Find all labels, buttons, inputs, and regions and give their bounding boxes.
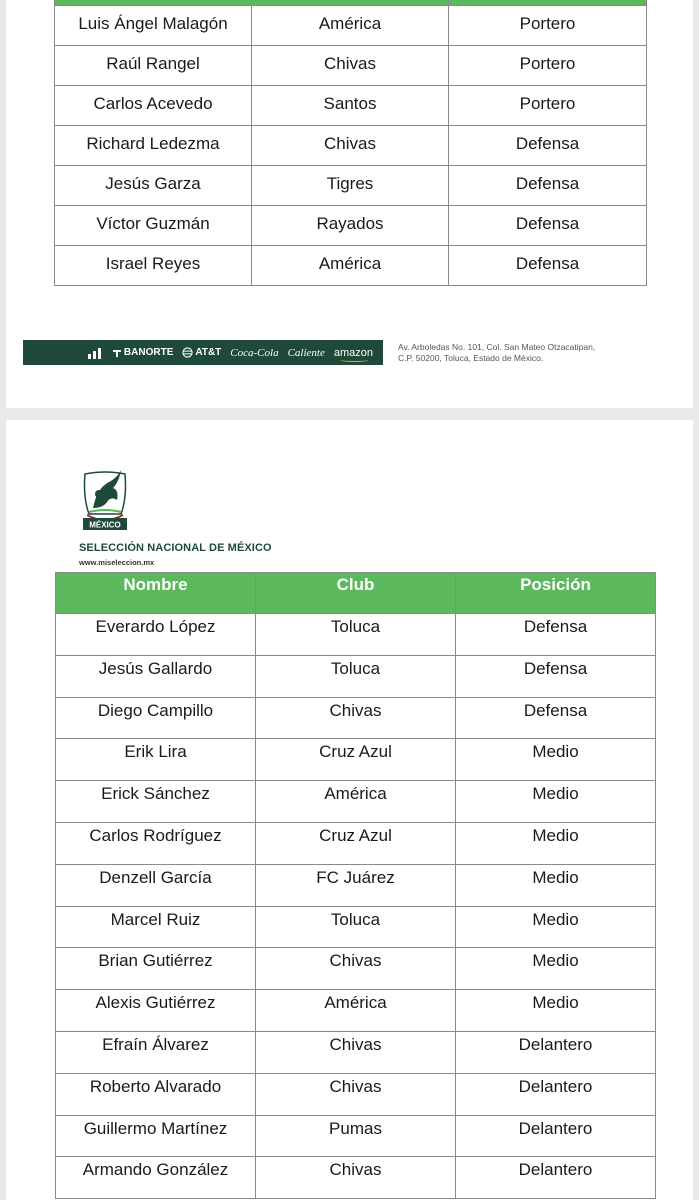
club-cell: Pumas bbox=[256, 1115, 456, 1157]
player-name-cell: Alexis Gutiérrez bbox=[56, 990, 256, 1032]
banorte-icon bbox=[112, 348, 122, 358]
player-name-cell: Raúl Rangel bbox=[55, 46, 252, 86]
position-cell: Medio bbox=[456, 822, 656, 864]
document-page-1 bbox=[6, 0, 693, 408]
table-row bbox=[55, 246, 647, 286]
sponsor-bar bbox=[23, 340, 383, 365]
position-cell: Defensa bbox=[449, 206, 647, 246]
roster-table-1 bbox=[54, 0, 647, 286]
position-cell: Defensa bbox=[456, 655, 656, 697]
club-cell: Santos bbox=[252, 86, 449, 126]
club-cell: FC Juárez bbox=[256, 864, 456, 906]
player-name-cell: Carlos Acevedo bbox=[55, 86, 252, 126]
club-cell: Chivas bbox=[256, 948, 456, 990]
position-cell: Medio bbox=[456, 906, 656, 948]
player-name-cell: Efraín Álvarez bbox=[56, 1031, 256, 1073]
roster-table-2 bbox=[55, 572, 656, 1199]
sponsor-banorte: BANORTE bbox=[112, 347, 173, 358]
table-row bbox=[55, 206, 647, 246]
address-line-2: C.P. 50200, Toluca, Estado de México. bbox=[398, 353, 544, 363]
player-name-cell: Erik Lira bbox=[56, 739, 256, 781]
position-cell: Defensa bbox=[449, 166, 647, 206]
table-row bbox=[56, 990, 656, 1032]
club-cell: Chivas bbox=[256, 1157, 456, 1199]
table-row bbox=[56, 1157, 656, 1199]
column-header-position: Posición bbox=[456, 573, 656, 614]
player-name-cell: Jesús Gallardo bbox=[56, 655, 256, 697]
position-cell: Medio bbox=[456, 739, 656, 781]
sponsor-caliente: Caliente bbox=[287, 346, 325, 359]
sponsor-cocacola: Coca-Cola bbox=[230, 346, 279, 359]
position-cell: Delantero bbox=[456, 1157, 656, 1199]
document-page-2 bbox=[6, 420, 693, 1200]
player-name-cell: Denzell García bbox=[56, 864, 256, 906]
website-url: www.miseleccion.mx bbox=[79, 558, 155, 567]
player-name-cell: Roberto Alvarado bbox=[56, 1073, 256, 1115]
position-cell: Defensa bbox=[456, 697, 656, 739]
position-cell: Defensa bbox=[449, 246, 647, 286]
address-line-1: Av. Arboledas No. 101, Col. San Mateo Otzacatipan, bbox=[398, 342, 596, 352]
club-cell: Toluca bbox=[256, 655, 456, 697]
column-header-club: Club bbox=[256, 573, 456, 614]
position-cell: Delantero bbox=[456, 1031, 656, 1073]
sponsor-amazon: amazon bbox=[333, 346, 373, 359]
table-row bbox=[56, 781, 656, 823]
club-cell: Cruz Azul bbox=[256, 822, 456, 864]
position-cell: Defensa bbox=[456, 614, 656, 656]
position-cell: Defensa bbox=[449, 126, 647, 166]
position-cell: Delantero bbox=[456, 1115, 656, 1157]
table-row bbox=[55, 86, 647, 126]
table-row bbox=[56, 1031, 656, 1073]
position-cell: Portero bbox=[449, 86, 647, 126]
player-name-cell: Jesús Garza bbox=[55, 166, 252, 206]
table-row bbox=[56, 948, 656, 990]
mexico-crest-icon bbox=[79, 468, 131, 534]
table-row bbox=[56, 864, 656, 906]
crest-label: MÉXICO bbox=[89, 520, 121, 530]
club-cell: Tigres bbox=[252, 166, 449, 206]
player-name-cell: Víctor Guzmán bbox=[55, 206, 252, 246]
player-name-cell: Carlos Rodríguez bbox=[56, 822, 256, 864]
player-name-cell: Luis Ángel Malagón bbox=[55, 6, 252, 46]
club-cell: América bbox=[252, 246, 449, 286]
sponsor-att: AT&T bbox=[182, 347, 221, 358]
player-name-cell: Erick Sánchez bbox=[56, 781, 256, 823]
player-name-cell: Israel Reyes bbox=[55, 246, 252, 286]
club-cell: América bbox=[256, 990, 456, 1032]
table-header-row bbox=[56, 573, 656, 614]
adidas-logo bbox=[87, 347, 103, 359]
adidas-stripes-icon bbox=[87, 347, 103, 359]
club-cell: América bbox=[256, 781, 456, 823]
table-row bbox=[55, 126, 647, 166]
table-row bbox=[55, 166, 647, 206]
position-cell: Medio bbox=[456, 781, 656, 823]
table-row bbox=[56, 822, 656, 864]
table-row bbox=[56, 614, 656, 656]
table-row bbox=[56, 655, 656, 697]
club-cell: Chivas bbox=[252, 126, 449, 166]
position-cell: Delantero bbox=[456, 1073, 656, 1115]
club-cell: América bbox=[252, 6, 449, 46]
federation-address bbox=[398, 342, 678, 364]
table-row bbox=[56, 1115, 656, 1157]
player-name-cell: Marcel Ruiz bbox=[56, 906, 256, 948]
table-row bbox=[56, 739, 656, 781]
position-cell: Portero bbox=[449, 6, 647, 46]
position-cell: Medio bbox=[456, 948, 656, 990]
club-cell: Rayados bbox=[252, 206, 449, 246]
club-cell: Toluca bbox=[256, 906, 456, 948]
player-name-cell: Richard Ledezma bbox=[55, 126, 252, 166]
table-row bbox=[56, 1073, 656, 1115]
table-row bbox=[55, 6, 647, 46]
position-cell: Medio bbox=[456, 990, 656, 1032]
table-row bbox=[56, 697, 656, 739]
table-row bbox=[55, 46, 647, 86]
table-row bbox=[56, 906, 656, 948]
club-cell: Toluca bbox=[256, 614, 456, 656]
position-cell: Portero bbox=[449, 46, 647, 86]
federation-name: SELECCIÓN NACIONAL DE MÉXICO bbox=[79, 542, 272, 554]
club-cell: Chivas bbox=[256, 697, 456, 739]
player-name-cell: Guillermo Martínez bbox=[56, 1115, 256, 1157]
player-name-cell: Everardo López bbox=[56, 614, 256, 656]
position-cell: Medio bbox=[456, 864, 656, 906]
player-name-cell: Armando González bbox=[56, 1157, 256, 1199]
club-cell: Chivas bbox=[252, 46, 449, 86]
column-header-name: Nombre bbox=[56, 573, 256, 614]
player-name-cell: Brian Gutiérrez bbox=[56, 948, 256, 990]
club-cell: Chivas bbox=[256, 1031, 456, 1073]
player-name-cell: Diego Campillo bbox=[56, 697, 256, 739]
att-globe-icon bbox=[182, 347, 193, 358]
club-cell: Cruz Azul bbox=[256, 739, 456, 781]
club-cell: Chivas bbox=[256, 1073, 456, 1115]
